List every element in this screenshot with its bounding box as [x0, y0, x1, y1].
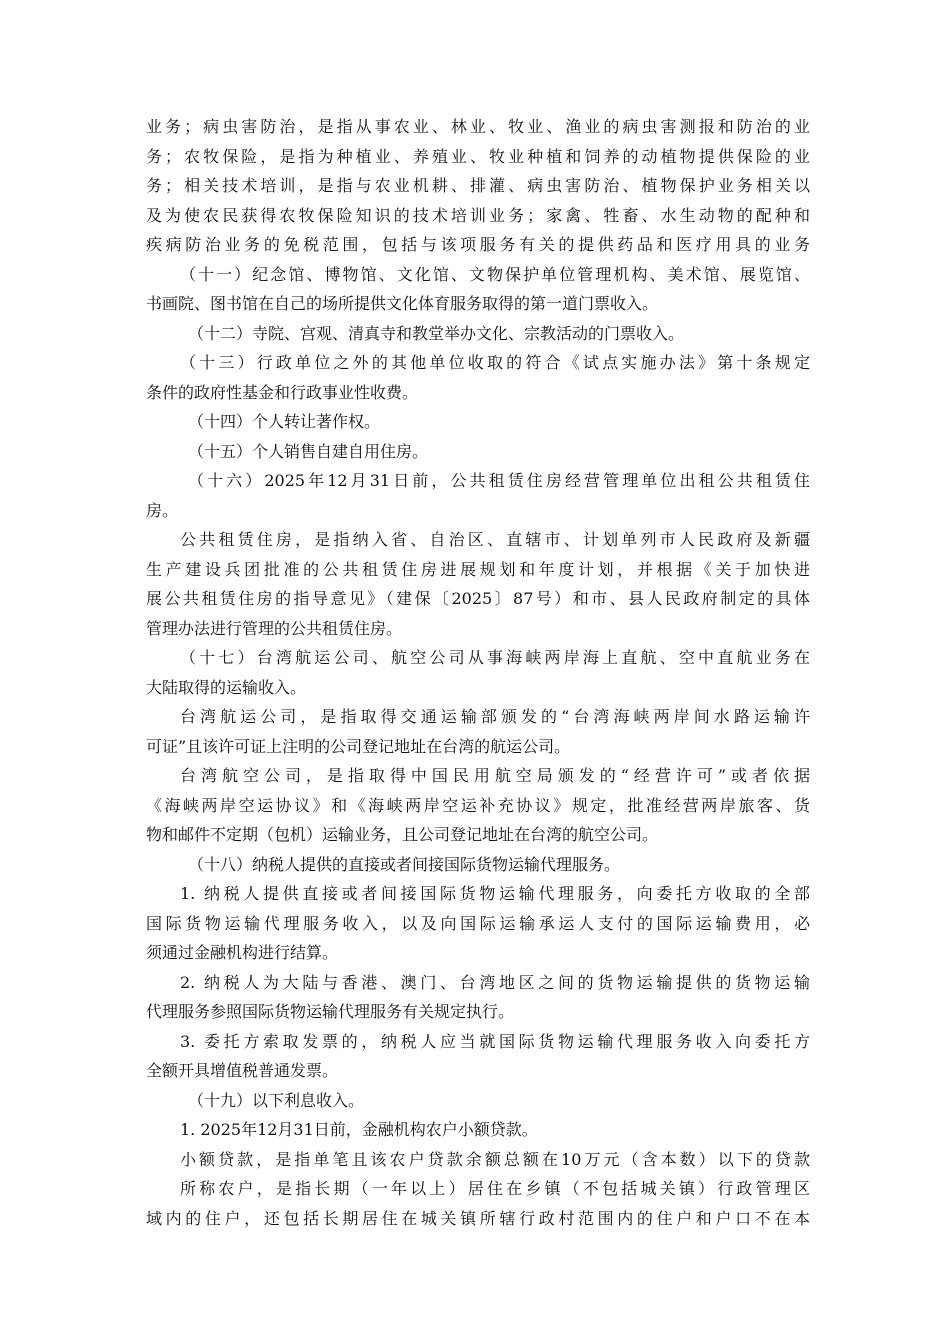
- text-line: 条件的政府性基金和行政事业性收费。: [146, 382, 419, 402]
- text-line: 书画院、图书馆在自己的场所提供文化体育服务取得的第一道门票收入。: [146, 294, 659, 313]
- text-line: （十二）寺院、宫观、清真寺和教堂举办文化、宗教活动的门票收入。: [188, 323, 685, 343]
- text-line: （十九）以下利息收入。: [188, 1090, 365, 1110]
- text-line: 疾病防治业务的免税范围，包括与该项服务有关的提供药品和医疗用具的业务: [146, 235, 810, 254]
- text-line: 2. 纳税人为大陆与香港、澳门、台湾地区之间的货物运输提供的货物运输: [180, 972, 810, 992]
- text-line: 管理办法进行管理的公共租赁住房。: [146, 618, 403, 638]
- text-line: （十一）纪念馆、博物馆、文化馆、文物保护单位管理机构、美术馆、展览馆、: [180, 264, 810, 284]
- text-line: 及为使农民获得农牧保险知识的技术培训业务；家禽、牲畜、水生动物的配种和: [146, 205, 810, 225]
- text-line: 《海峡两岸空运协议》和《海峡两岸空运补充协议》规定，批准经营两岸旅客、货: [146, 795, 810, 815]
- text-line: 可证”且该许可证上注明的公司登记地址在台湾的航运公司。: [146, 736, 571, 756]
- text-line: （十七）台湾航运公司、航空公司从事海峡两岸海上直航、空中直航业务在: [180, 648, 810, 667]
- text-line: 务；相关技术培训，是指与农业机耕、排灌、病虫害防治、植物保护业务相关以: [146, 176, 810, 195]
- text-line: 生产建设兵团批准的公共租赁住房进展规划和年度计划，并根据《关于加快进: [146, 559, 810, 579]
- text-line: 须通过金融机构进行结算。: [146, 943, 339, 962]
- text-line: 国际货物运输代理服务收入，以及向国际运输承运人支付的国际运输费用，必: [146, 913, 810, 933]
- text-line: 域内的住户，还包括长期居住在城关镇所辖行政村范围内的住户和户口不在本: [146, 1208, 810, 1228]
- text-line: 小额贷款，是指单笔且该农户贷款余额总额在10万元（含本数）以下的贷款: [180, 1149, 810, 1169]
- text-line: 3. 委托方索取发票的，纳税人应当就国际货物运输代理服务收入向委托方: [180, 1031, 810, 1051]
- text-line: 代理服务参照国际货物运输代理服务有关规定执行。: [146, 1002, 515, 1021]
- text-line: 台湾航空公司，是指取得中国民用航空局颁发的“经营许可”或者依据: [180, 766, 810, 785]
- text-line: （十六）2025年12月31日前，公共租赁住房经营管理单位出租公共租赁住: [188, 471, 810, 490]
- text-line: 台湾航运公司，是指取得交通运输部颁发的“台湾海峡两岸间水路运输许: [180, 707, 810, 726]
- text-line: （十八）纳税人提供的直接或者间接国际货物运输代理服务。: [188, 854, 621, 874]
- document-page: [146, 112, 810, 1233]
- text-line: 务；农牧保险，是指为种植业、养殖业、牧业种植和饲养的动植物提供保险的业: [146, 146, 810, 166]
- text-line: 1. 纳税人提供直接或者间接国际货物运输代理服务，向委托方收取的全部: [180, 884, 810, 903]
- text-line: （十三）行政单位之外的其他单位收取的符合《试点实施办法》第十条规定: [180, 353, 810, 372]
- text-line: 物和邮件不定期（包机）运输业务，且公司登记地址在台湾的航空公司。: [146, 825, 659, 844]
- text-line: （十五）个人销售自建自用住房。: [188, 441, 429, 461]
- text-line: 1. 2025年12月31日前，金融机构农户小额贷款。: [180, 1120, 538, 1139]
- text-line: 展公共租赁住房的指导意见》（建保〔2025〕87号）和市、县人民政府制定的具体: [146, 589, 810, 608]
- text-line: 全额开具增值税普通发票。: [146, 1061, 339, 1080]
- text-line: （十四）个人转让著作权。: [188, 412, 381, 431]
- text-line: 大陆取得的运输收入。: [146, 677, 307, 697]
- text-line: 公共租赁住房，是指纳入省、自治区、直辖市、计划单列市人民政府及新疆: [180, 530, 810, 549]
- text-line: 所称农户，是指长期（一年以上）居住在乡镇（不包括城关镇）行政管理区: [180, 1179, 810, 1198]
- text-line: 业务；病虫害防治，是指从事农业、林业、牧业、渔业的病虫害测报和防治的业: [146, 117, 810, 136]
- text-line: 房。: [146, 500, 179, 520]
